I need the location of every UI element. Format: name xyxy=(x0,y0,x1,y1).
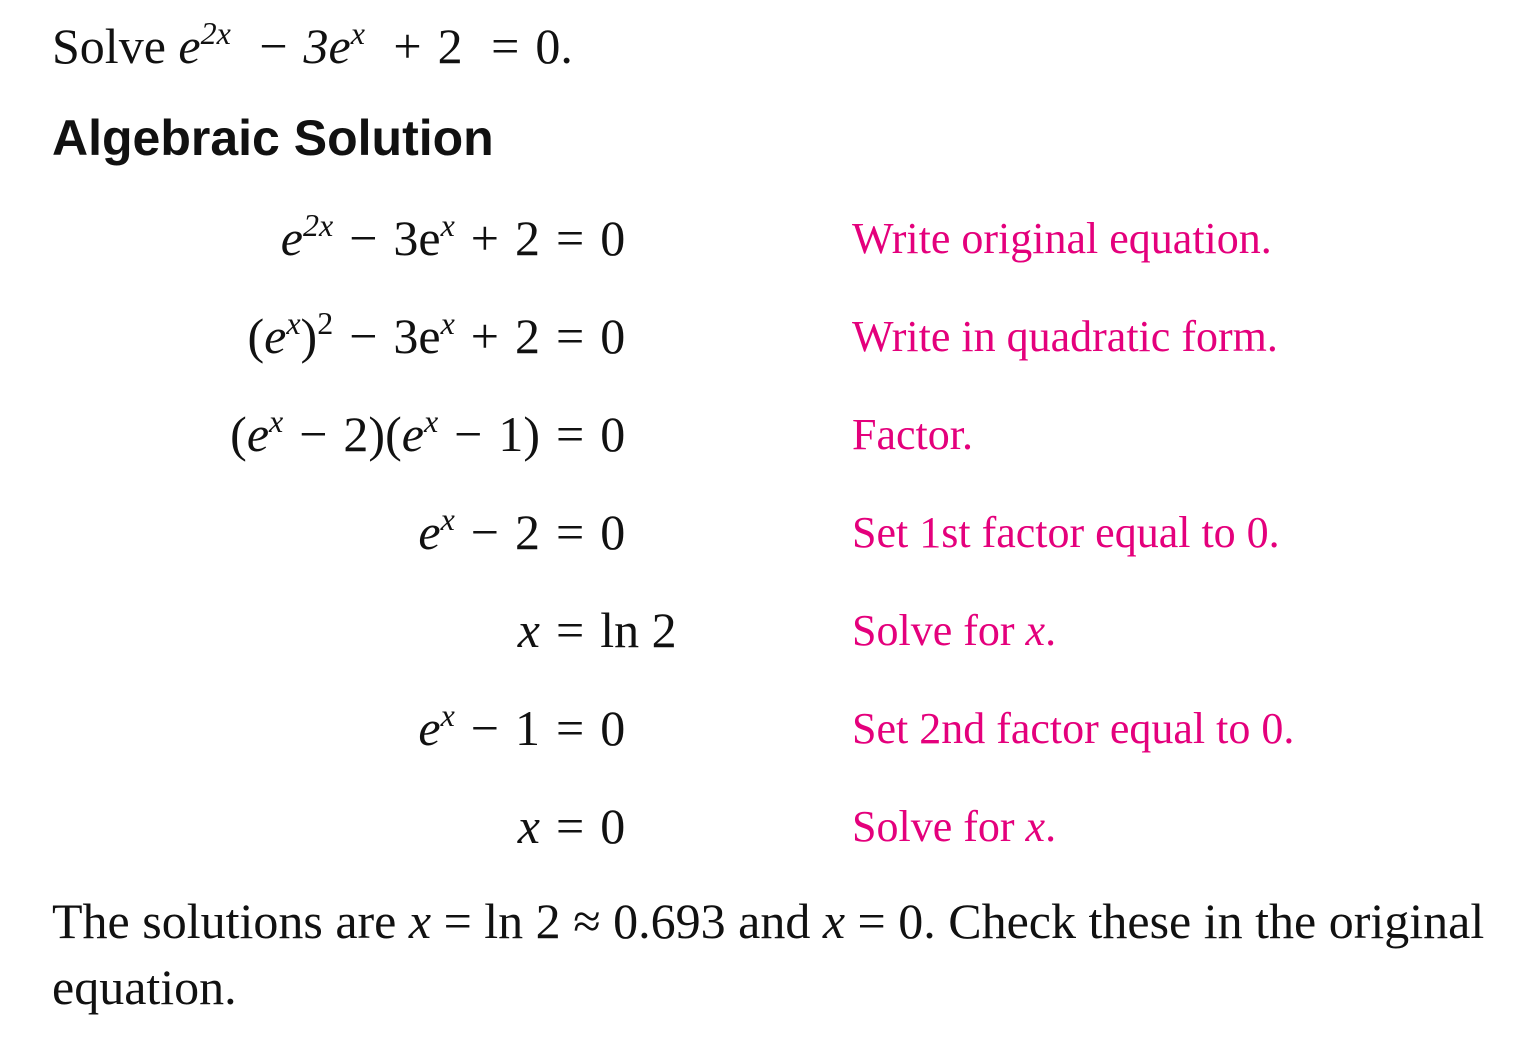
constant-2: 2 xyxy=(515,504,540,560)
minus-sign: − xyxy=(470,504,499,560)
zero: 0 xyxy=(600,798,626,854)
conclusion-paragraph xyxy=(52,888,1522,1020)
problem-zero: 0. xyxy=(535,18,573,74)
left-paren: ( xyxy=(247,308,265,364)
ln-2: ln 2 xyxy=(600,602,677,658)
step-row-5 xyxy=(0,588,1540,686)
zero: 0 xyxy=(600,308,626,364)
step-2-note: Write in quadratic form. xyxy=(852,312,1278,361)
equals-sign: = xyxy=(556,504,585,560)
problem-plus: + xyxy=(393,18,422,74)
equals-sign: = xyxy=(556,406,585,462)
note-variable: x xyxy=(1025,802,1046,851)
exponent-x: x xyxy=(440,305,455,342)
conclusion-equals-2: = xyxy=(857,893,886,949)
step-2-lhs xyxy=(247,304,540,368)
equals-sign: = xyxy=(556,700,585,756)
note-suffix: . xyxy=(1045,606,1057,655)
equals-sign: = xyxy=(556,602,585,658)
constant-2: 2 xyxy=(343,406,369,462)
e-symbol: e xyxy=(401,406,424,462)
equals-sign: = xyxy=(556,798,585,854)
conclusion-and: and xyxy=(738,893,811,949)
step-7-rhs xyxy=(540,794,625,858)
exponent-x: x xyxy=(269,403,284,440)
step-4-rhs xyxy=(540,500,625,564)
exponent-2x: 2x xyxy=(302,207,334,244)
variable-x: x xyxy=(517,602,540,658)
zero: 0 xyxy=(600,406,626,462)
problem-e: e xyxy=(178,18,201,74)
conclusion-zero: 0. xyxy=(898,893,936,949)
plus-sign: + xyxy=(470,210,499,266)
step-7-lhs xyxy=(518,794,540,858)
term-3e: 3e xyxy=(393,210,441,266)
step-1-note: Write original equation. xyxy=(852,214,1272,263)
zero: 0 xyxy=(600,700,626,756)
left-paren: ( xyxy=(230,406,247,462)
exponent-x: x xyxy=(440,501,455,538)
note-variable: x xyxy=(1025,606,1046,655)
step-1-rhs xyxy=(540,206,625,270)
problem-exp-2x: 2x xyxy=(200,15,231,52)
e-symbol: e xyxy=(264,308,287,364)
conclusion-var-x-2: x xyxy=(822,893,846,949)
minus-sign: − xyxy=(454,406,483,462)
section-heading: Algebraic Solution xyxy=(52,110,494,166)
step-7-note xyxy=(852,798,1056,856)
step-3-lhs xyxy=(230,402,540,466)
step-4-lhs xyxy=(418,500,540,564)
exponent-x: x xyxy=(423,403,439,440)
problem-equals: = xyxy=(491,18,520,74)
step-6-note: Set 2nd factor equal to 0. xyxy=(852,704,1295,753)
step-5-note xyxy=(852,602,1056,660)
step-row-7 xyxy=(0,784,1540,882)
conclusion-ln2-value: 0.693 xyxy=(613,893,726,949)
step-2-rhs xyxy=(540,304,625,368)
term-3e: 3e xyxy=(393,308,441,364)
conclusion-var-x: x xyxy=(408,893,432,949)
step-row-2 xyxy=(0,294,1540,392)
conclusion-ln2: ln 2 xyxy=(484,893,561,949)
minus-sign: − xyxy=(299,406,328,462)
zero: 0 xyxy=(600,210,626,266)
problem-lead: Solve xyxy=(52,18,166,74)
conclusion-equals: = xyxy=(443,893,472,949)
step-row-3 xyxy=(0,392,1540,490)
conclusion-lead: The solutions are xyxy=(52,893,397,949)
problem-minus: − xyxy=(259,18,288,74)
left-paren: ( xyxy=(385,406,402,462)
step-6-lhs xyxy=(418,696,540,760)
constant-1: 1 xyxy=(515,700,540,756)
problem-statement xyxy=(52,14,573,78)
right-paren: ) xyxy=(523,406,540,462)
zero: 0 xyxy=(600,504,626,560)
variable-x: x xyxy=(517,798,540,854)
step-row-4 xyxy=(0,490,1540,588)
step-row-1 xyxy=(0,196,1540,294)
plus-sign: + xyxy=(470,308,499,364)
problem-two: 2 xyxy=(437,18,463,74)
conclusion-approx: ≈ xyxy=(573,893,601,949)
step-5-lhs xyxy=(518,598,540,662)
equals-sign: = xyxy=(556,210,585,266)
exponent-x: x xyxy=(286,305,301,342)
note-prefix: Solve for xyxy=(852,606,1015,655)
step-5-rhs xyxy=(540,598,677,662)
step-4-note: Set 1st factor equal to 0. xyxy=(852,508,1280,557)
problem-exp-x: x xyxy=(350,15,365,52)
right-paren: ) xyxy=(300,308,318,364)
e-symbol: e xyxy=(418,504,441,560)
problem-3e: 3e xyxy=(303,18,351,74)
constant-2: 2 xyxy=(515,210,540,266)
equals-sign: = xyxy=(556,308,585,364)
minus-sign: − xyxy=(470,700,499,756)
constant-1: 1 xyxy=(498,406,524,462)
step-1-lhs xyxy=(281,206,540,270)
note-suffix: . xyxy=(1045,802,1057,851)
e-symbol: e xyxy=(280,210,303,266)
exponent-2: 2 xyxy=(317,305,334,342)
e-symbol: e xyxy=(246,406,270,462)
constant-2: 2 xyxy=(515,308,540,364)
minus-sign: − xyxy=(349,210,378,266)
exponent-x: x xyxy=(440,207,455,244)
right-paren: ) xyxy=(368,406,386,462)
note-prefix: Solve for xyxy=(852,802,1015,851)
step-row-6 xyxy=(0,686,1540,784)
step-3-rhs xyxy=(540,402,625,466)
step-6-rhs xyxy=(540,696,625,760)
conclusion-tail: Check these in the original equation. xyxy=(52,893,1485,1015)
e-symbol: e xyxy=(418,700,441,756)
exponent-x: x xyxy=(440,697,455,734)
step-3-note: Factor. xyxy=(852,410,973,459)
minus-sign: − xyxy=(349,308,378,364)
